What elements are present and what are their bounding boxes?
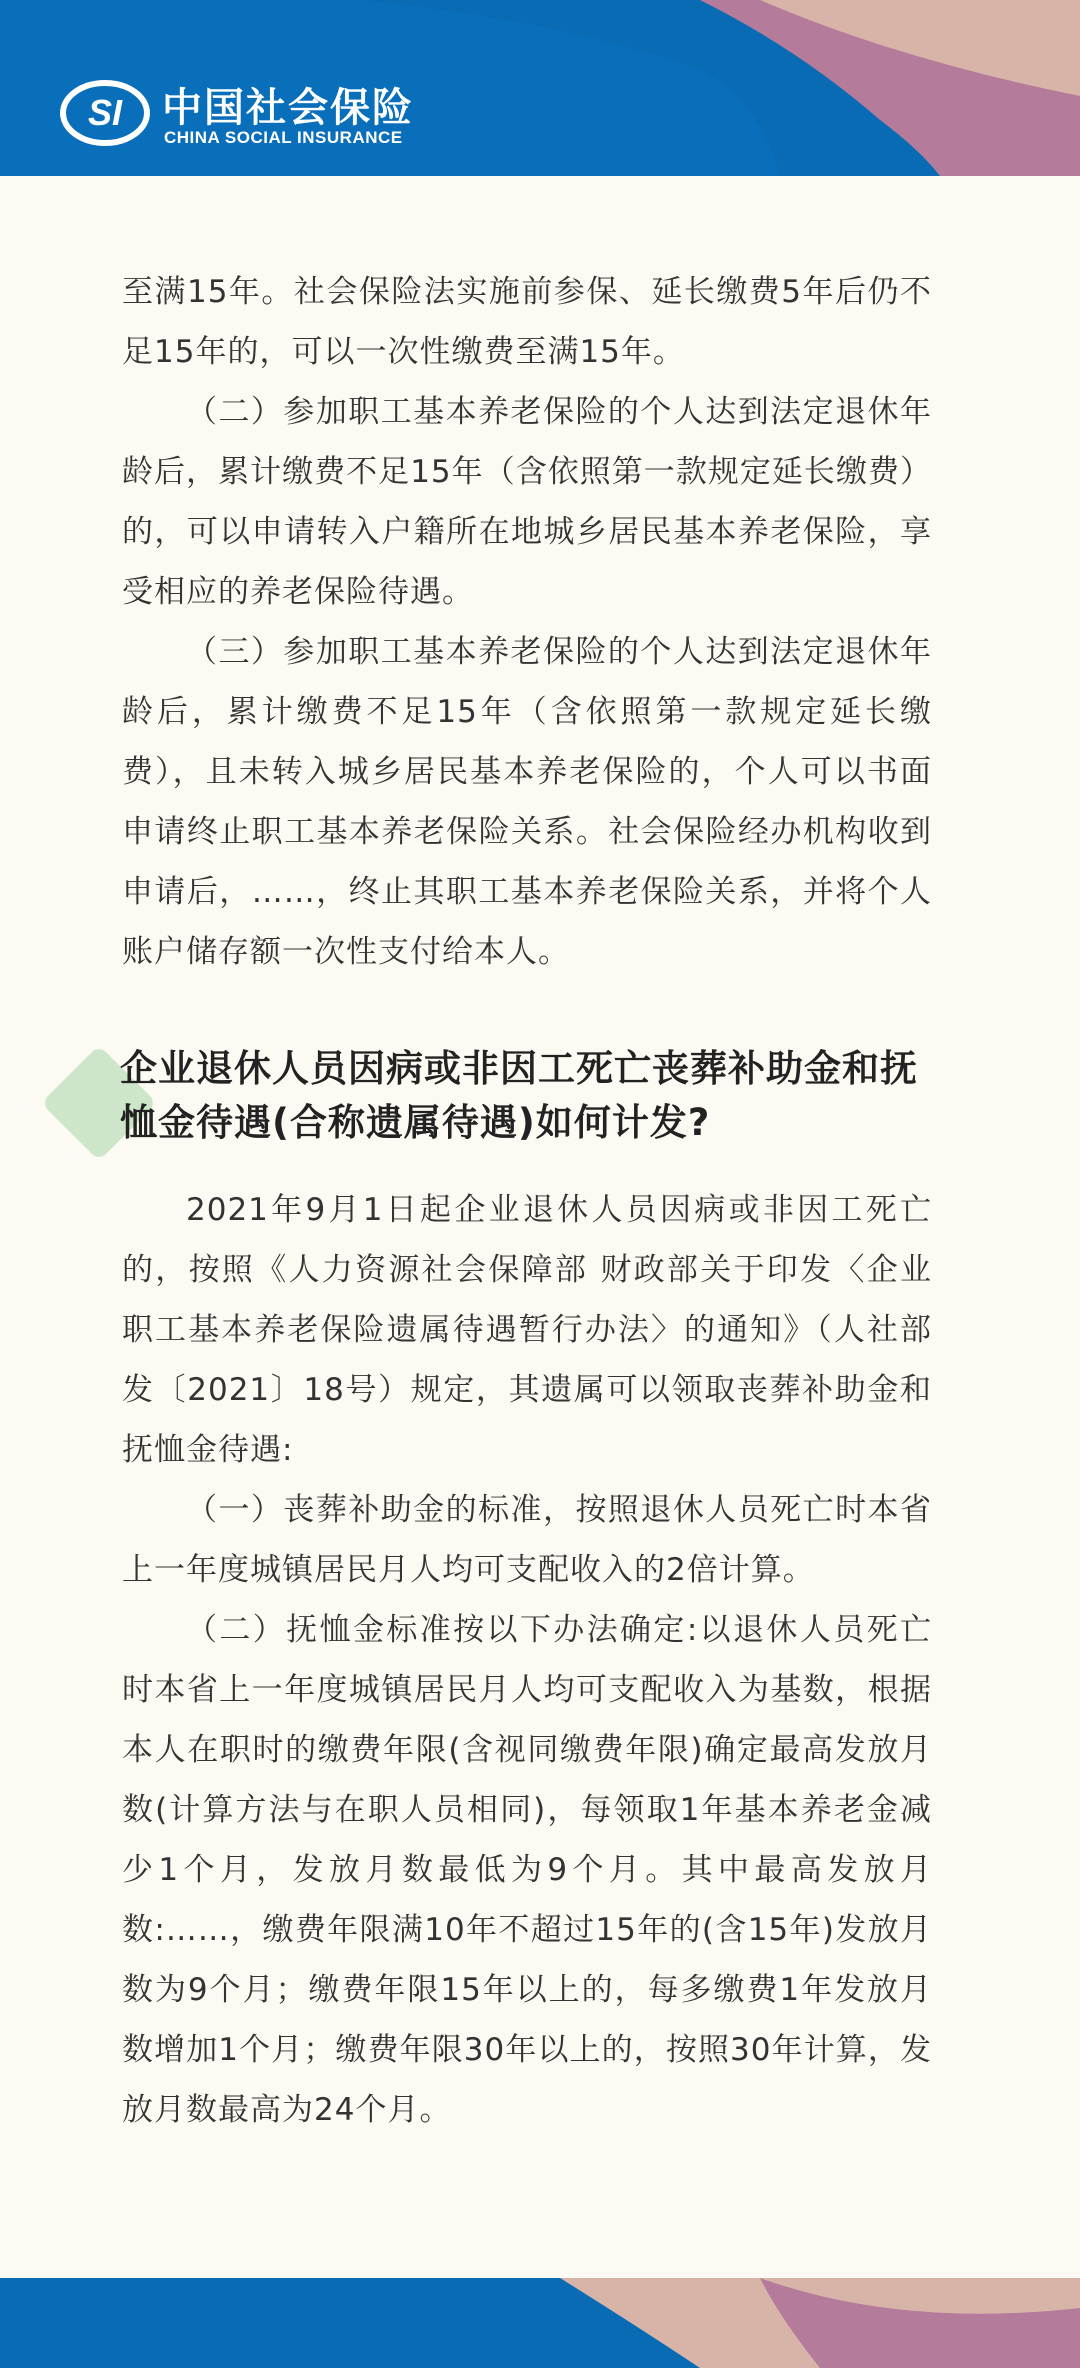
section-title: 企业退休人员因病或非因工死亡丧葬补助金和抚恤金待遇(合称遗属待遇)如何计发?	[120, 1047, 918, 1144]
section-paragraph-1: 2021年9月1日起企业退休人员因病或非因工死亡的，按照《人力资源社会保障部 财政部关于印发〈企业职工基本养老保险遗属待遇暂行办法〉的通知》（人社部发〔2021〕18号）规定，其遗属可以领取丧葬补助金和抚恤金待遇:	[122, 1192, 932, 1468]
header-banner	[0, 0, 1080, 176]
footer-banner	[0, 2278, 1080, 2368]
china-social-insurance-logo	[60, 80, 440, 160]
article-content	[122, 262, 932, 2140]
svg-text:SI: SI	[87, 92, 123, 133]
footer-wave-graphic	[0, 2278, 1080, 2368]
intro-paragraph-1: 至满15年。社会保险法实施前参保、延长缴费5年后仍不足15年的，可以一次性缴费至满15年。	[122, 274, 932, 370]
section-heading	[70, 1042, 932, 1150]
si-emblem-icon	[60, 80, 150, 146]
section-paragraph-2: （一）丧葬补助金的标准，按照退休人员死亡时本省上一年度城镇居民月人均可支配收入的2倍计算。	[122, 1492, 932, 1588]
brand-name-cn: 中国社会保险	[162, 85, 414, 131]
section-paragraph-3: （二）抚恤金标准按以下办法确定:以退休人员死亡时本省上一年度城镇居民月人均可支配收入为基数，根据本人在职时的缴费年限(含视同缴费年限)确定最高发放月数(计算方法与在职人员相同)，每领取1年基本养老金减少1个月，发放月数最低为9个月。其中最高发放月数:……，缴费年限满10年不超过15年的(含15年)发放月数为9个月；缴费年限15年以上的，每多缴费1年发放月数增加1个月；缴费年限30年以上的，按照30年计算，发放月数最高为24个月。	[122, 1612, 932, 2128]
intro-paragraph-3: （三）参加职工基本养老保险的个人达到法定退休年龄后，累计缴费不足15年（含依照第一款规定延长缴费），且未转入城乡居民基本养老保险的，个人可以书面申请终止职工基本养老保险关系。社会保险经办机构收到申请后，……，终止其职工基本养老保险关系，并将个人账户储存额一次性支付给本人。	[122, 634, 932, 970]
brand-name-en: CHINA SOCIAL INSURANCE	[164, 128, 403, 147]
intro-paragraph-2: （二）参加职工基本养老保险的个人达到法定退休年龄后，累计缴费不足15年（含依照第一款规定延长缴费）的，可以申请转入户籍所在地城乡居民基本养老保险，享受相应的养老保险待遇。	[122, 394, 932, 610]
